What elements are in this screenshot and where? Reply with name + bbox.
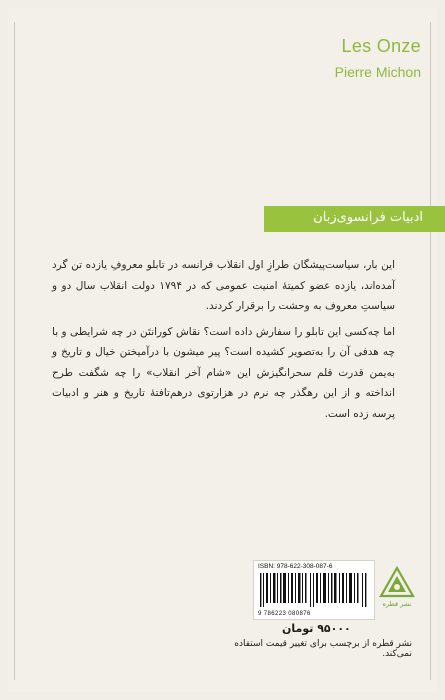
blurb-paragraph-1: این بار، سیاست‌پیشگان طرازِ اول انقلاب فرانسه در تابلو معروفِ یازده تن گرد آمده‌اند، یازده عضو کمیتهٔ امنیت عمومی که در ۱۷۹۴ دولت انقلاب سال دو و سیاستِ معروف به وحشت را برقرار کردند. [52,259,395,312]
barcode-digits: 9 786223 080876 [258,611,311,617]
book-title-french: Les Onze [341,36,421,56]
barcode-bars [260,573,368,607]
isbn-label: ISBN: 978-622-308-087-6 [258,563,333,570]
triangle-leaf-logo-icon [379,566,415,600]
left-border-line [14,22,15,680]
price-sticker-note: نشر قطره از برچسب برای تغییر قیمت استفاده نمی‌کند. [234,639,412,659]
author-name-french: Pierre Michon [334,64,421,80]
price-label: ۹۵۰۰۰ تومان [282,622,351,635]
publisher-logo [379,566,415,612]
right-border-line [430,22,431,680]
publisher-logo-text: نشر قطره [382,600,412,608]
blurb-text [52,255,395,429]
series-banner [264,206,445,232]
series-label: ادبیات فرانسوی‌زبان [313,210,423,225]
barcode [253,560,375,620]
blurb-paragraph-2: اما چه‌کسی این تابلو را سفارش داده است؟ نقاش کورانتَن در چه شرایطی و با چه هدفی آن را به‌تصویر کشیده است؟ پیر میشون با درآمیختن خیال و تاریخ و به‌یمن قدرت قلم سحرانگیزش این «شام آخر انقلاب» را چه شگفت طرح انداخته و از این رهگذر چه نرم در هزارتوی درهم‌تافتهٔ تاریخ و هنر و ادبیات پرسه زده است. [52,325,395,420]
